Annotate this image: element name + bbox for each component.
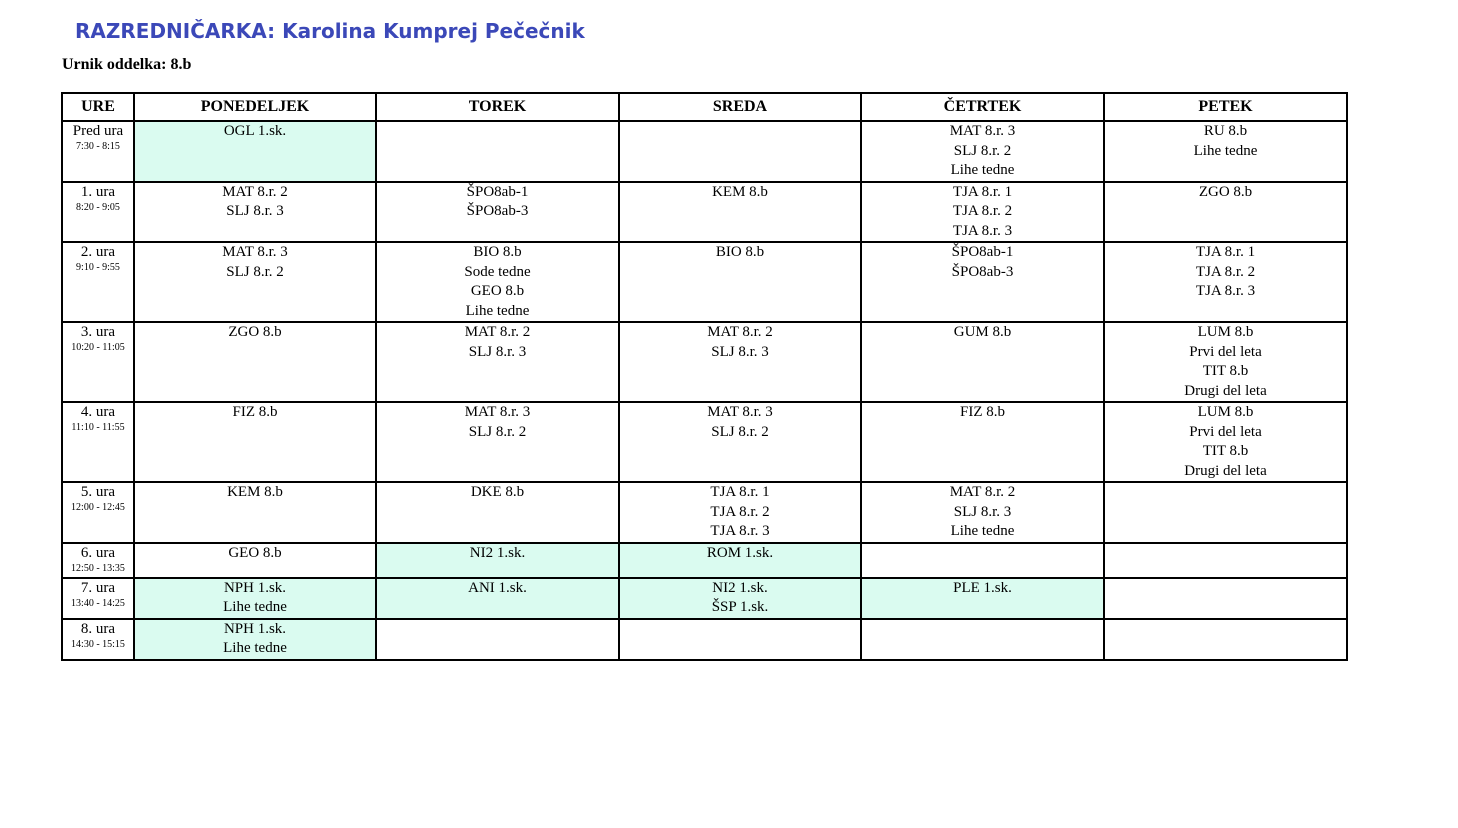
table-row: [62, 543, 1347, 578]
hour-cell: [62, 121, 134, 182]
lesson-cell: [861, 322, 1104, 402]
lesson-entry: ŠPO8ab-1: [466, 183, 529, 200]
lesson-entry: Prvi del leta: [1189, 423, 1262, 440]
lesson-entry: ZGO 8.b: [228, 324, 282, 340]
lesson-cell: [376, 619, 619, 660]
lesson-cell: [134, 402, 376, 482]
lesson-entry: SLJ 8.r. 2: [711, 423, 769, 440]
lesson-cell: [134, 482, 376, 543]
lesson-entry: LUM 8.b: [1197, 324, 1254, 340]
hour-label: 1. ura: [80, 183, 116, 200]
table-row: [62, 121, 1347, 182]
lesson-entry: Sode tedne: [464, 263, 531, 280]
lesson-entry: BIO 8.b: [473, 244, 522, 260]
table-row: [62, 402, 1347, 482]
lesson-entry: TJA 8.r. 1: [952, 183, 1013, 200]
lesson-entry: TJA 8.r. 2: [952, 203, 1013, 219]
lesson-entry: SLJ 8.r. 3: [711, 343, 769, 360]
lesson-entry: PLE 1.sk.: [953, 579, 1012, 596]
lesson-cell: [619, 182, 861, 243]
lesson-entry: LUM 8.b: [1197, 404, 1254, 420]
lesson-entry: OGL 1.sk.: [223, 123, 287, 139]
lesson-entry: RU 8.b: [1203, 123, 1248, 139]
lesson-cell: [134, 619, 376, 660]
lesson-entry: Drugi del leta: [1184, 462, 1267, 479]
lesson-cell: [619, 402, 861, 482]
hour-cell: [62, 182, 134, 243]
hour-cell: [62, 578, 134, 619]
lesson-entry: TJA 8.r. 1: [1195, 244, 1256, 260]
lesson-entry: NPH 1.sk.: [223, 579, 287, 596]
lesson-entry: FIZ 8.b: [960, 404, 1005, 420]
lesson-entry: Lihe tedne: [223, 599, 287, 615]
lesson-cell: [1104, 121, 1347, 182]
lesson-entry: SLJ 8.r. 3: [226, 203, 284, 219]
lesson-cell: [861, 482, 1104, 543]
lesson-cell: [376, 543, 619, 578]
table-row: [62, 242, 1347, 322]
hour-time: 13:40 - 14:25: [71, 597, 125, 609]
lesson-entry: MAT 8.r. 3: [464, 404, 531, 420]
lesson-cell: [376, 402, 619, 482]
hour-time: 9:10 - 9:55: [76, 262, 120, 273]
lesson-cell: [861, 182, 1104, 243]
lesson-cell: [1104, 543, 1347, 578]
column-header-2: TOREK: [376, 93, 619, 121]
lesson-entry: ZGO 8.b: [1198, 183, 1253, 200]
hour-label: 3. ura: [80, 324, 116, 340]
lesson-entry: MAT 8.r. 2: [949, 484, 1016, 500]
hour-time: 11:10 - 11:55: [71, 422, 125, 433]
lesson-entry: ŠPO8ab-3: [951, 263, 1014, 280]
lesson-cell: [619, 121, 861, 182]
lesson-cell: [1104, 242, 1347, 322]
hour-cell: [62, 322, 134, 402]
table-row: [62, 182, 1347, 243]
lesson-cell: [861, 402, 1104, 482]
lesson-entry: GUM 8.b: [953, 324, 1012, 340]
lesson-cell: [861, 619, 1104, 660]
lesson-entry: DKE 8.b: [470, 484, 525, 500]
lesson-entry: SLJ 8.r. 2: [468, 423, 527, 440]
class-subtitle: Urnik oddelka: 8.b: [62, 56, 192, 73]
lesson-entry: MAT 8.r. 3: [949, 123, 1016, 139]
lesson-cell: [376, 578, 619, 619]
lesson-entry: SLJ 8.r. 3: [468, 343, 527, 360]
hour-cell: [62, 242, 134, 322]
lesson-cell: [619, 242, 861, 322]
lesson-cell: [376, 242, 619, 322]
lesson-entry: KEM 8.b: [227, 484, 283, 500]
lesson-cell: [619, 619, 861, 660]
lesson-cell: [619, 578, 861, 619]
lesson-entry: BIO 8.b: [715, 244, 765, 260]
page-title: RAZREDNIČARKA: Karolina Kumprej Pečečnik: [75, 19, 585, 43]
lesson-cell: [376, 322, 619, 402]
table-row: [62, 482, 1347, 543]
hour-label: 7. ura: [80, 579, 116, 596]
lesson-entry: GEO 8.b: [470, 283, 525, 299]
header-row: [62, 93, 1347, 121]
hour-cell: [62, 543, 134, 578]
lesson-entry: Lihe tedne: [465, 302, 530, 319]
lesson-cell: [619, 482, 861, 543]
hour-label: 8. ura: [80, 620, 116, 637]
lesson-entry: ŠPO8ab-3: [466, 203, 529, 219]
lesson-cell: [1104, 402, 1347, 482]
column-header-0: URE: [62, 93, 134, 121]
lesson-cell: [1104, 578, 1347, 619]
lesson-cell: [1104, 182, 1347, 243]
lesson-cell: [619, 322, 861, 402]
lesson-cell: [134, 578, 376, 619]
lesson-cell: [861, 121, 1104, 182]
lesson-entry: NI2 1.sk.: [712, 579, 768, 596]
lesson-entry: TJA 8.r. 3: [1195, 283, 1256, 299]
lesson-entry: TIT 8.b: [1202, 443, 1249, 459]
table-row: [62, 578, 1347, 619]
lesson-entry: TJA 8.r. 2: [1195, 263, 1256, 280]
hour-time: 12:50 - 13:35: [71, 562, 125, 574]
lesson-entry: Drugi del leta: [1184, 382, 1267, 399]
lesson-cell: [861, 242, 1104, 322]
lesson-cell: [376, 482, 619, 543]
hour-label: 6. ura: [80, 544, 116, 561]
lesson-entry: Prvi del leta: [1189, 343, 1262, 360]
lesson-entry: KEM 8.b: [712, 183, 768, 200]
timetable: [61, 92, 1348, 661]
lesson-entry: TJA 8.r. 3: [952, 222, 1013, 239]
lesson-entry: MAT 8.r. 2: [222, 183, 288, 200]
lesson-cell: [134, 543, 376, 578]
hour-label: 5. ura: [80, 484, 116, 500]
table-row: [62, 322, 1347, 402]
hour-label: Pred ura: [72, 123, 124, 139]
lesson-entry: ROM 1.sk.: [706, 544, 774, 561]
lesson-cell: [861, 543, 1104, 578]
lesson-entry: TJA 8.r. 2: [710, 503, 770, 520]
lesson-entry: SLJ 8.r. 2: [226, 263, 284, 280]
table-row: [62, 619, 1347, 660]
lesson-entry: ŠPO8ab-1: [951, 244, 1014, 260]
lesson-cell: [1104, 619, 1347, 660]
lesson-entry: MAT 8.r. 3: [222, 244, 288, 260]
lesson-entry: NPH 1.sk.: [223, 620, 287, 637]
lesson-entry: Lihe tedne: [950, 523, 1015, 539]
hour-cell: [62, 402, 134, 482]
lesson-entry: MAT 8.r. 2: [707, 324, 773, 340]
lesson-entry: SLJ 8.r. 3: [953, 503, 1012, 520]
lesson-cell: [619, 543, 861, 578]
column-header-4: ČETRTEK: [861, 93, 1104, 121]
lesson-cell: [134, 182, 376, 243]
lesson-cell: [376, 121, 619, 182]
column-header-3: SREDA: [619, 93, 861, 121]
hour-time: 7:30 - 8:15: [76, 141, 120, 152]
lesson-entry: Lihe tedne: [223, 640, 287, 656]
lesson-entry: MAT 8.r. 3: [707, 404, 773, 420]
lesson-entry: MAT 8.r. 2: [464, 324, 531, 340]
hour-time: 10:20 - 11:05: [71, 342, 125, 353]
hour-label: 2. ura: [80, 244, 116, 260]
lesson-entry: FIZ 8.b: [232, 404, 278, 420]
lesson-entry: Lihe tedne: [1193, 142, 1258, 159]
lesson-entry: TIT 8.b: [1202, 363, 1249, 379]
column-header-1: PONEDELJEK: [134, 93, 376, 121]
lesson-entry: TJA 8.r. 3: [710, 523, 770, 539]
hour-time: 12:00 - 12:45: [71, 502, 125, 513]
lesson-cell: [376, 182, 619, 243]
hour-time: 14:30 - 15:15: [71, 638, 125, 650]
lesson-cell: [1104, 322, 1347, 402]
lesson-entry: GEO 8.b: [228, 544, 282, 561]
lesson-entry: Lihe tedne: [950, 162, 1015, 178]
lesson-cell: [1104, 482, 1347, 543]
hour-cell: [62, 482, 134, 543]
hour-label: 4. ura: [80, 404, 116, 420]
lesson-entry: NI2 1.sk.: [469, 544, 526, 561]
lesson-cell: [861, 578, 1104, 619]
lesson-entry: TJA 8.r. 1: [710, 484, 770, 500]
lesson-entry: ANI 1.sk.: [468, 579, 527, 596]
lesson-cell: [134, 121, 376, 182]
hour-cell: [62, 619, 134, 660]
lesson-cell: [134, 242, 376, 322]
lesson-entry: SLJ 8.r. 2: [953, 142, 1012, 159]
hour-time: 8:20 - 9:05: [76, 201, 120, 213]
lesson-entry: ŠSP 1.sk.: [711, 599, 769, 615]
lesson-cell: [134, 322, 376, 402]
column-header-5: PETEK: [1104, 93, 1347, 121]
